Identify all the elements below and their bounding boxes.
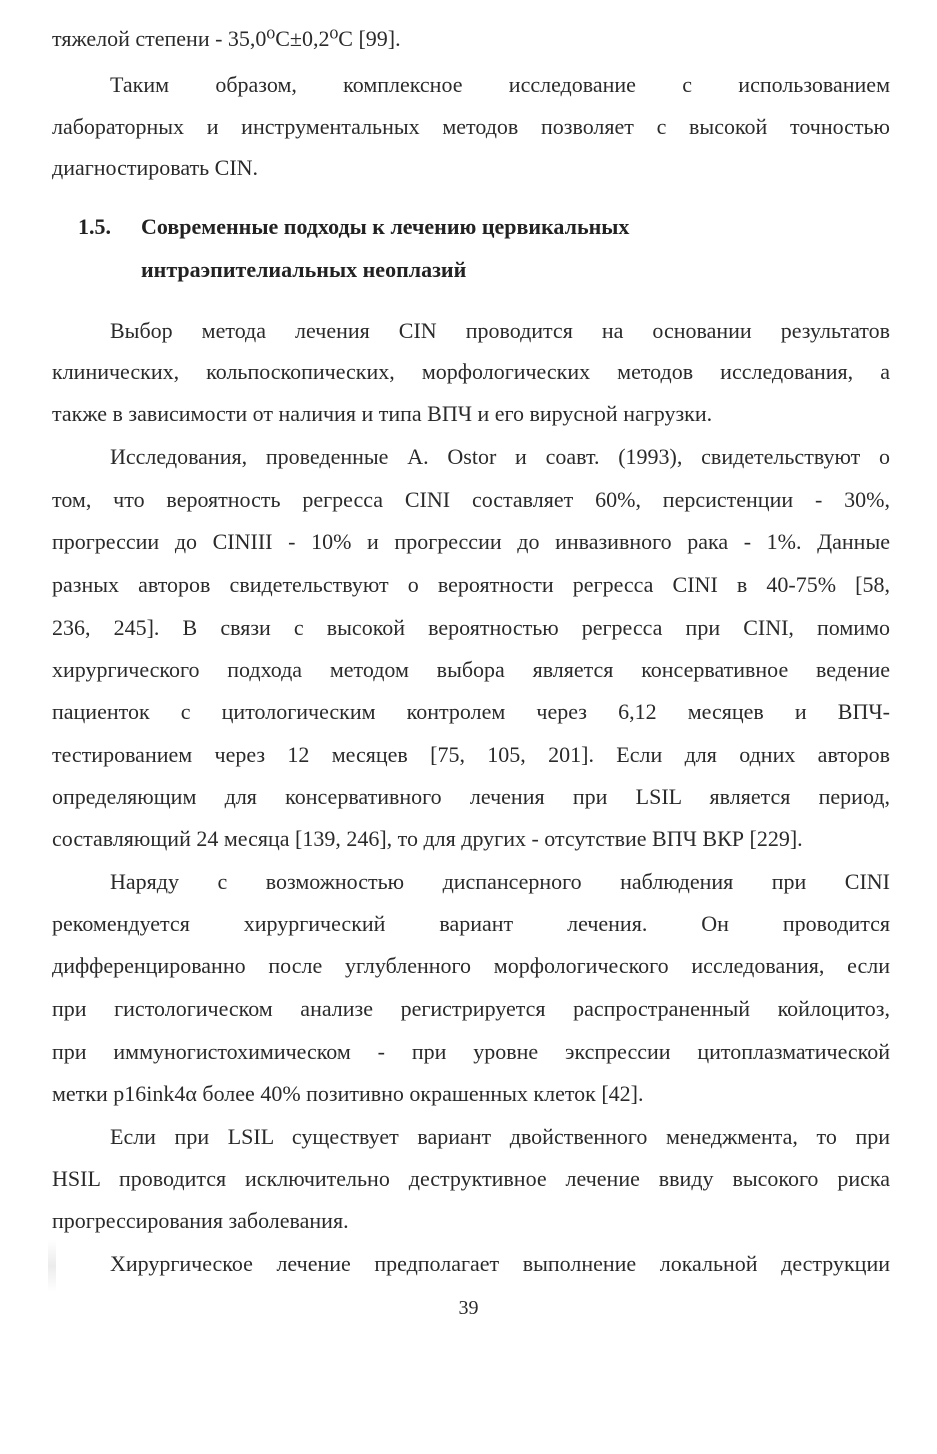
paragraph-3-line-1: Наряду с возможностью диспансерного наблюдения при CINI: [110, 869, 890, 894]
paragraph-5-line-1: Хирургическое лечение предполагает выполнение локальной деструкции: [110, 1251, 890, 1276]
paragraph-2-line-2: том, что вероятность регресса CINI составляет 60%, персистенции - 30%,: [52, 487, 890, 512]
paragraph-1-line-2: клинических, кольпоскопических, морфологических методов исследования, а: [52, 359, 890, 384]
section-title-line-2: интраэпителиальных неоплазий: [141, 257, 467, 282]
paragraph-3-line-3: дифференцированно после углубленного морфологического исследования, если: [52, 953, 890, 978]
paragraph-2-line-3: прогрессии до CINIII - 10% и прогрессии до инвазивного рака - 1%. Данные: [52, 529, 890, 554]
paragraph-2-line-5: 236, 245]. В связи с высокой вероятностью регресса при CINI, помимо: [52, 615, 890, 640]
text-line-top: тяжелой степени - 35,0⁰C±0,2⁰C [99].: [52, 26, 401, 51]
section-number: 1.5.: [78, 214, 111, 239]
paragraph-2-line-6: хирургического подхода методом выбора является консервативное ведение: [52, 657, 890, 682]
paragraph-2-line-7: пациенток с цитологическим контролем через 6,12 месяцев и ВПЧ-: [52, 699, 890, 724]
paragraph-conclusion-line-3: диагностировать CIN.: [52, 155, 259, 180]
paragraph-1-line-3: также в зависимости от наличия и типа ВПЧ и его вирусной нагрузки.: [52, 401, 713, 426]
section-title-line-1: Современные подходы к лечению цервикальных: [141, 214, 630, 239]
paragraph-conclusion-line-2: лабораторных и инструментальных методов позволяет с высокой точностью: [52, 114, 890, 139]
paragraph-4-line-3: прогрессирования заболевания.: [52, 1208, 349, 1233]
paragraph-2-line-4: разных авторов свидетельствуют о вероятности регресса CINI в 40-75% [58,: [52, 572, 890, 597]
paragraph-3-line-2: рекомендуется хирургический вариант лечения. Он проводится: [52, 911, 890, 936]
scan-margin-shadow: [48, 1240, 56, 1292]
paragraph-4-line-2: HSIL проводится исключительно деструктивное лечение ввиду высокого риска: [52, 1166, 890, 1191]
paragraph-2-line-8: тестированием через 12 месяцев [75, 105, 201]. Если для одних авторов: [52, 742, 890, 767]
paragraph-1-line-1: Выбор метода лечения CIN проводится на основании результатов: [110, 318, 890, 343]
page-number: 39: [458, 1297, 479, 1319]
paragraph-4-line-1: Если при LSIL существует вариант двойственного менеджмента, то при: [110, 1124, 890, 1149]
paragraph-3-line-6: метки p16ink4α более 40% позитивно окрашенных клеток [42].: [52, 1081, 644, 1106]
paragraph-2-line-10: составляющий 24 месяца [139, 246], то для других - отсутствие ВПЧ ВКР [229].: [52, 826, 803, 851]
paragraph-2-line-9: определяющим для консервативного лечения при LSIL является период,: [52, 784, 890, 809]
paragraph-2-line-1: Исследования, проведенные A. Ostor и соавт. (1993), свидетельствуют о: [110, 444, 890, 469]
paragraph-3-line-4: при гистологическом анализе регистрируется распространенный койлоцитоз,: [52, 996, 890, 1021]
paragraph-conclusion-line-1: Таким образом, комплексное исследование с использованием: [110, 72, 890, 97]
paragraph-3-line-5: при иммуногистохимическом - при уровне экспрессии цитоплазматической: [52, 1039, 890, 1064]
